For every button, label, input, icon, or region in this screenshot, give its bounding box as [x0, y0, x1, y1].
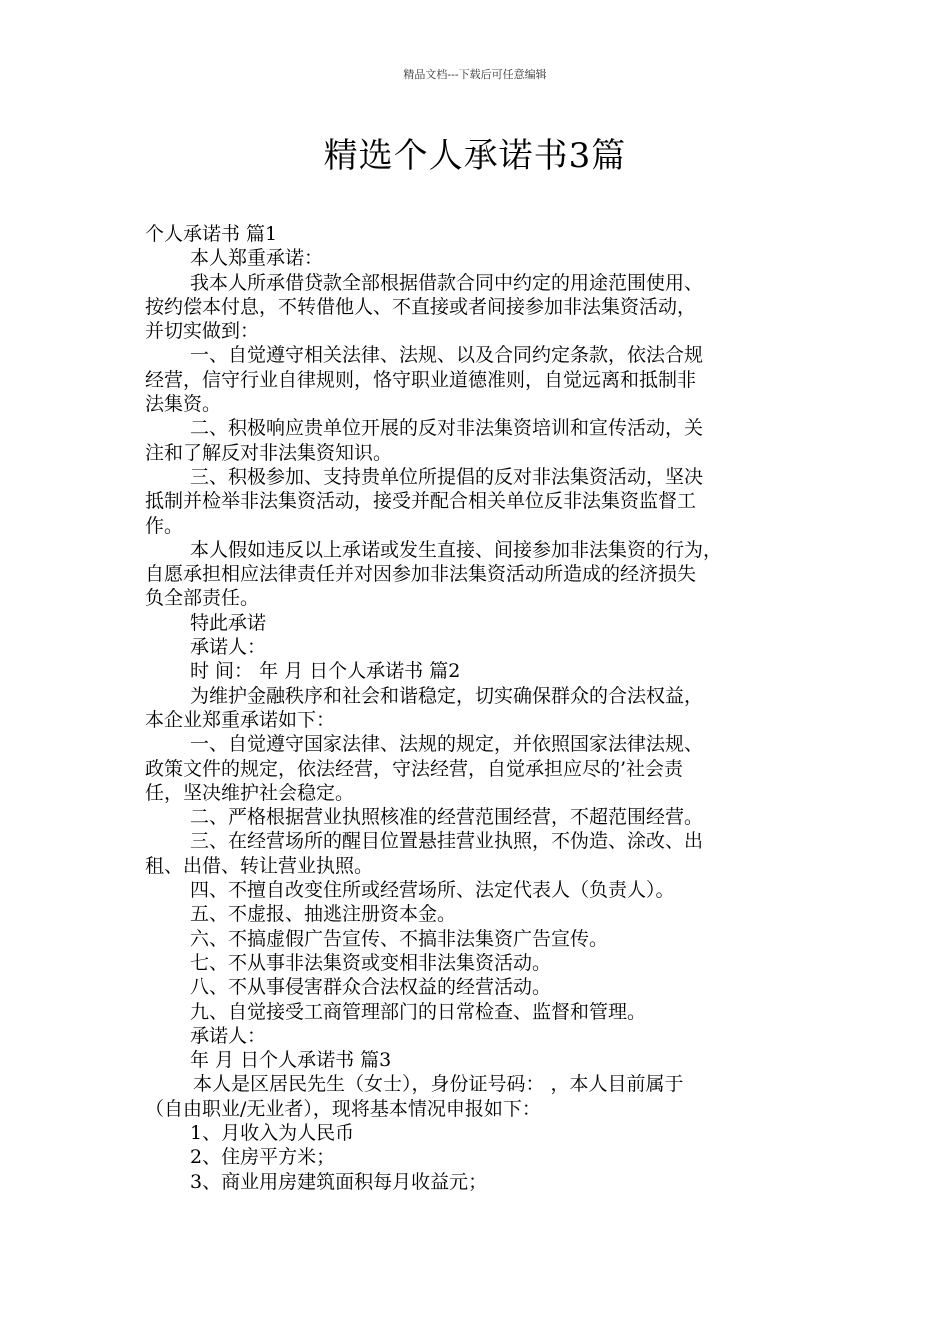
- text-line: 负全部责任。: [145, 587, 260, 610]
- text-line: 1、月收入为人民币: [190, 1121, 355, 1144]
- text-line: 一、自觉遵守相关法律、法规、以及合同约定条款，依法合规: [190, 344, 704, 367]
- text-line: 本人假如违反以上承诺或发生直接、间接参加非法集资的行为，: [190, 538, 723, 561]
- text-line: 年 月 日个人承诺书 篇3: [190, 1049, 392, 1072]
- text-line: 租、出借、转让营业执照。: [145, 854, 374, 877]
- text-line: 本人是区居民先生（女士），身份证号码： ，本人目前属于: [193, 1073, 684, 1096]
- text-line: 经营，信守行业自律规则，恪守职业道德准则，自觉远离和抵制非: [145, 368, 697, 391]
- text-line: 法集资。: [145, 393, 222, 416]
- text-line: 注和了解反对非法集资知识。: [145, 441, 393, 464]
- text-line: 本企业郑重承诺如下：: [145, 708, 336, 731]
- text-line: 八、不从事侵害群众合法权益的经营活动。: [190, 976, 552, 999]
- text-line: 一、自觉遵守国家法律、法规的规定，并依照国家法律法规、: [190, 733, 704, 756]
- text-line: 承诺人：: [190, 636, 267, 659]
- text-line: 任，坚决维护社会稳定。: [145, 781, 355, 804]
- text-line: 二、积极响应贵单位开展的反对非法集资培训和宣传活动，关: [190, 417, 704, 440]
- text-line: （自由职业/无业者），现将基本情况申报如下：: [145, 1097, 541, 1120]
- text-line: 抵制并检举非法集资活动，接受并配合相关单位反非法集资监督工: [145, 490, 697, 513]
- text-line: 五、不虚报、抽逃注册资本金。: [190, 903, 457, 926]
- text-line: 七、不从事非法集资或变相非法集资活动。: [190, 951, 552, 974]
- text-line: 时 间： 年 月 日个人承诺书 篇2: [190, 660, 461, 683]
- document-title: 精选个人承诺书3篇: [323, 136, 627, 176]
- text-line: 本人郑重承诺：: [190, 247, 324, 270]
- text-line: 四、不擅自改变住所或经营场所、法定代表人（负责人）。: [190, 879, 675, 902]
- text-line: 我本人所承借贷款全部根据借款合同中约定的用途范围使用、: [190, 271, 704, 294]
- text-line: 特此承诺: [190, 611, 267, 634]
- text-line: 承诺人：: [190, 1024, 267, 1047]
- text-line: 2、住房平方米；: [190, 1146, 336, 1169]
- document-body: [145, 222, 810, 1194]
- text-line: 自愿承担相应法律责任并对因参加非法集资活动所造成的经济损失: [145, 563, 697, 586]
- text-line: 二、严格根据营业执照核准的经营范围经营，不超范围经营。: [190, 806, 704, 829]
- text-line: 九、自觉接受工商管理部门的日常检查、监督和管理。: [190, 1000, 647, 1023]
- text-line: 并切实做到：: [145, 320, 260, 343]
- text-line: 为维护金融秩序和社会和谐稳定，切实确保群众的合法权益，: [190, 684, 704, 707]
- text-line: 3、商业用房建筑面积每月收益元；: [190, 1170, 488, 1193]
- text-line: 按约偿本付息，不转借他人、不直接或者间接参加非法集资活动，: [145, 295, 697, 318]
- text-line: 三、积极参加、支持贵单位所提倡的反对非法集资活动，坚决: [190, 465, 704, 488]
- text-line: 个人承诺书 篇1: [145, 223, 278, 245]
- text-line: 六、不搞虚假广告宣传、不搞非法集资广告宣传。: [190, 927, 609, 950]
- text-line: 政策文件的规定，依法经营，守法经营，自觉承担应尽的’社会责: [145, 757, 684, 780]
- header-note: 精品文档---下载后可任意编辑: [403, 68, 547, 81]
- text-line: 作。: [145, 514, 184, 537]
- text-line: 三、在经营场所的醒目位置悬挂营业执照，不伪造、涂改、出: [190, 830, 704, 853]
